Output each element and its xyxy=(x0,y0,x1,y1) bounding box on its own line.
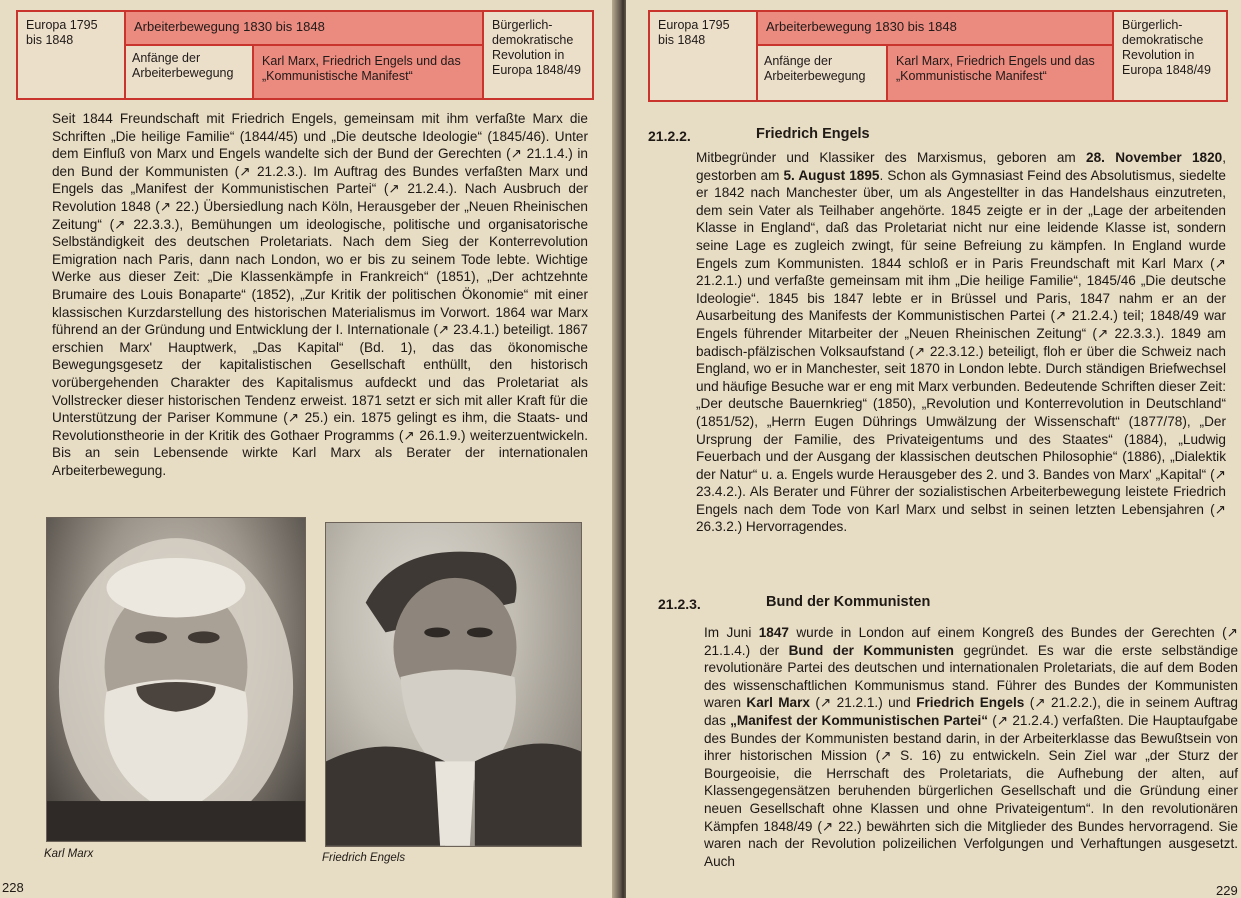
engels-death-date: 5. August 1895 xyxy=(783,167,880,183)
header-subtopic-2: Karl Marx, Friedrich Engels und das „Kommunistische Manifest“ xyxy=(254,46,484,98)
friedrich-engels-portrait xyxy=(325,522,582,847)
engels-biography-text: Mitbegründer und Klassiker des Marxismus, geboren am 28. November 1820, gestorben am 5. August 1895. Schon als Gymnasiast Feind des Absolutismus, siedelte er 1842 nach Manchester über, um als Angestellter in das Handelshaus einzutreten, dem sein Vater als Teilhaber angehörte. 1845 zeigte er in der „Lage der arbeitenden Klasse in England“, daß das Proletariat nicht nur eine leidende Klasse ist, sondern seine Lage es zugleich zwingt, für seine Befreiung zu kämpfen. In England wurde Engels zum Kommunisten. 1844 schloß er in Paris Freundschaft mit Karl Marx (↗ 21.2.1.) und verfaßte gemeinsam mit ihm „Die heilige Familie“, 1845/46 „Die deutsche Ideologie“. 1845 bis 1847 lebte er in Brüssel und Paris, 1847 nahm er an der Ausarbeitung des Manifests der Kommunistischen Partei (↗ 21.2.4.) teil; 1848/49 war Engels führender Mitarbeiter der „Neuen Rheinischen Zeitung“ (↗ 22.3.3.). 1849 am badisch-pfälzischen Volksaufstand (↗ 22.3.12.) beteiligt, floh er über die Schweiz nach England, wo er in Manchester, seit 1870 in London lebte. Durch ständigen Briefwechsel und häufige Besuche war er eng mit Marx verbunden. Bedeutende Schriften dieser Zeit: „Der deutsche Bauernkrieg“ (1850), „Revolution und Konterrevolution in Deutschland“ (1851/52), „Herrn Eugen Dührings Umwälzung der Wissenschaft“ (1877/78), „Der Ursprung der Familie, des Privateigentums und des Staates“ (1884), „Ludwig Feuerbach und der Ausgang der klassischen deutschen Philosophie“ (1886), „Dialektik der Natur“ u. a. Engels wurde Herausgeber des 2. und 3. Bandes von Marx' „Kapital“ (↗ 23.4.2.). Als Berater und Führer der sozialistischen Arbeiterbewegung leistete Friedrich Engels nach dem Tode von Karl Marx und selbst in seinen letzten Lebensjahren (↗ 26.3.2.) Hervorragendes. xyxy=(696,150,1226,535)
header-revolution: Bürgerlich-demokratische Revolution in Europa 1848/49 xyxy=(492,18,581,77)
left-page xyxy=(0,0,618,898)
right-page xyxy=(626,0,1241,898)
chapter-header-table xyxy=(16,10,594,100)
header-topic: Arbeiterbewegung 1830 bis 1848 xyxy=(758,12,1114,46)
section-number-engels: 21.2.2. xyxy=(648,128,691,144)
header-era: Europa 1795 bis 1848 xyxy=(650,12,758,100)
page-number-left: 228 xyxy=(2,880,24,895)
header-subtopic-1: Anfänge der Arbeiterbewegung xyxy=(126,46,254,98)
header-subtopic-2: Karl Marx, Friedrich Engels und das „Kommunistische Manifest“ xyxy=(888,46,1114,100)
karl-marx-portrait-drawing xyxy=(47,518,305,841)
friedrich-engels-portrait-drawing xyxy=(326,523,581,846)
header-subtopic-1: Anfänge der Arbeiterbewegung xyxy=(758,46,888,100)
header-era: Europa 1795 bis 1848 xyxy=(18,12,126,98)
karl-marx-portrait xyxy=(46,517,306,842)
header-topic: Arbeiterbewegung 1830 bis 1848 xyxy=(126,12,484,46)
chapter-header-table xyxy=(648,10,1228,102)
engels-birth-date: 28. November 1820 xyxy=(1086,150,1223,165)
section-number-bund: 21.2.3. xyxy=(658,596,701,612)
page-number-right: 229 xyxy=(1216,883,1238,898)
section-title-engels: Friedrich Engels xyxy=(756,126,870,142)
caption-karl-marx: Karl Marx xyxy=(44,848,94,860)
bund-der-kommunisten-text: Im Juni 1847 wurde in London auf einem Kongreß des Bundes der Gerechten (↗ 21.1.4.) der Bund der Kommunisten gegründet. Es war die erste selbständige revolutionäre Partei des deutschen und internationalen Proletariats, die auf dem Boden des wissenschaftlichen Kommunismus stand. Führer des Bundes der Kommunisten waren Karl Marx (↗ 21.2.1.) und Friedrich Engels (↗ 21.2.2.), die in seinem Auftrag das „Manifest der Kommunistischen Partei“ (↗ 21.2.4.) verfaßten. Die Hauptaufgabe des Bundes der Kommunisten bestand darin, in der Arbeiterklasse das Bewußtsein von ihrer historischen Mission (↗ S. 16) zu entwickeln. Sein Ziel war „der Sturz der Bourgeoisie, die Herrschaft des Proletariats, die Aufhebung der alten, auf Klassengegensätzen beruhenden bürgerlichen Gesellschaft und die Gründung einer neuen Gesellschaft ohne Klassen und ohne Privateigentum“. In den revolutionären Kämpfen 1848/49 (↗ 22.) bewährten sich die Mitglieder des Bundes hervorragend. Sie waren nach der Revolution polizeilichen Verfolgungen und Verhaftungen ausgesetzt. Auch xyxy=(704,625,1238,869)
header-revolution: Bürgerlich-demokratische Revolution in Europa 1848/49 xyxy=(1122,18,1211,77)
marx-biography-text: Seit 1844 Freundschaft mit Friedrich Engels, gemeinsam mit ihm verfaßte Marx die Schriften „Die heilige Familie“ (1844/45) und „Die deutsche Ideologie“ (1845/46). Unter dem Einfluß von Marx und Engels wandelte sich der Bund der Gerechten (↗ 21.1.4.) in den Bund der Kommunisten (↗ 21.2.3.). Im Auftrag des Bundes verfaßten Marx und Engels das „Manifest der Kommunistischen Partei“ (↗ 21.2.4.). Nach Ausbruch der Revolution 1848 (↗ 22.) Übersiedlung nach Köln, Herausgeber der „Neuen Rheinischen Zeitung“ (↗ 22.3.3.), Bemühungen um ideologische, politische und organisatorische Selbständigkeit des deutschen Proletariats. Nach dem Sieg der Konterrevolution Emigration nach Paris, dann nach London, wo er bis zu seinem Tode lebte. Wichtige Werke aus dieser Zeit: „Die Klassenkämpfe in Frankreich“ (1851), „Der achtzehnte Brumaire des Louis Bonaparte“ (1852), „Zur Kritik der politischen Ökonomie“ mit einer klassischen Kurzdarstellung des historischen Materialismus im Vorwort. 1864 war Marx führend an der Gründung und Entwicklung der I. Internationale (↗ 23.4.1.) beteiligt. 1867 erschien Marx' Hauptwerk, „Das Kapital“ (Bd. 1), das das ökonomische Bewegungsgesetz der kapitalistischen Gesellschaft enthüllt, den historisch vorübergehenden Charakter des Kapitalismus aufdeckt und das Proletariat als Vollstrecker dieser historischen Tendenz erweist. 1871 setzt er sich mit aller Kraft für die Unterstützung der Pariser Kommune (↗ 25.) ein. 1875 gelingt es ihm, die Staats- und Revolutionstheorie in der Kritik des Gothaer Programms (↗ 26.1.9.) weiterzuentwickeln. Bis an sein Lebensende wirkte Karl Marx als Berater der internationalen Arbeiterbewegung. xyxy=(52,111,588,478)
caption-friedrich-engels: Friedrich Engels xyxy=(322,852,406,864)
section-title-bund: Bund der Kommunisten xyxy=(766,594,931,610)
